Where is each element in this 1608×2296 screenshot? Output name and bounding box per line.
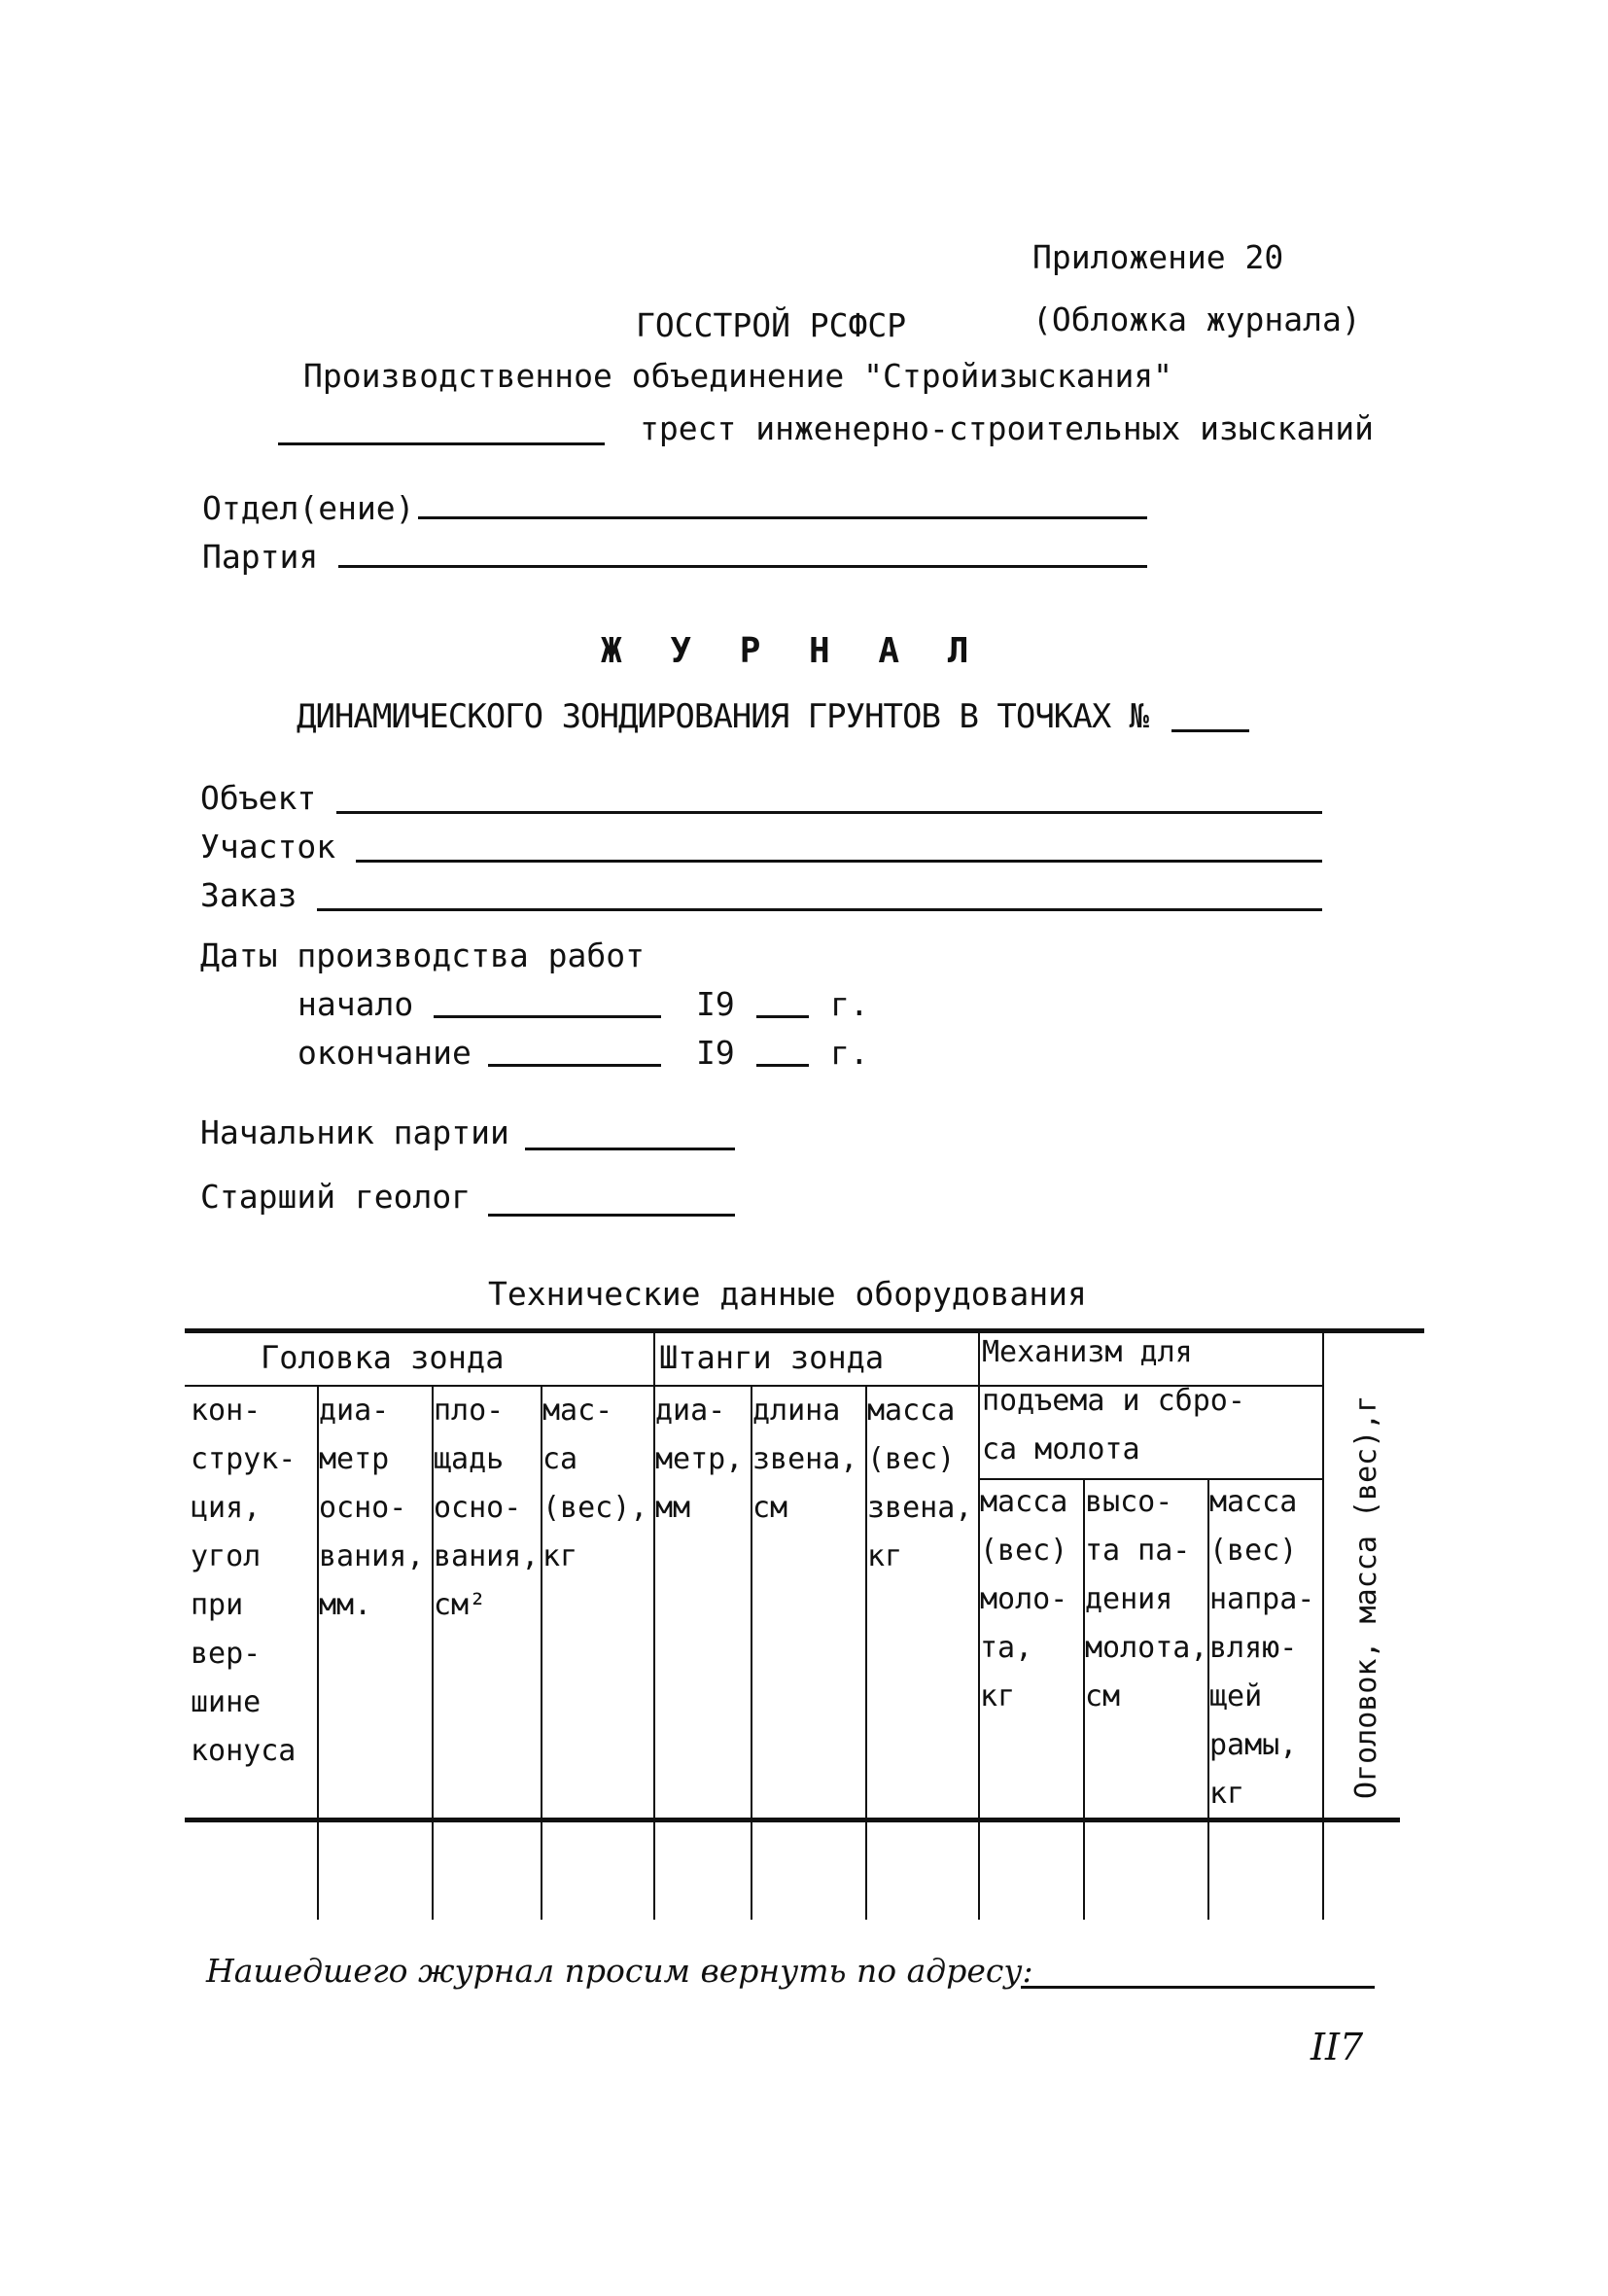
section-label: Участок [200,828,336,865]
col-base-area: пло- щадь осно- вания, см² [434,1394,540,1622]
journal-subtitle: ДИНАМИЧЕСКОГО ЗОНДИРОВАНИЯ ГРУНТОВ В ТОЧКАХ № [297,697,1149,736]
order-line[interactable] [317,908,1322,911]
points-number-line[interactable] [1171,729,1249,732]
col-rod-diameter: диа- метр, мм [655,1394,744,1525]
page-number: II7 [1311,2026,1364,2068]
end-label: окончание [297,1034,472,1072]
cover-note: (Обложка журнала) [1032,300,1361,338]
return-address-line[interactable] [1021,1986,1375,1989]
end-year-line[interactable] [756,1064,809,1067]
party-line[interactable] [338,565,1147,568]
order-label: Заказ [200,876,297,914]
appendix-label: Приложение 20 [1032,238,1284,276]
group-headpiece: Оголовок, масса (вес),г [1349,1395,1383,1799]
col-hammer-mass: масса (вес) моло- та, кг [980,1485,1068,1713]
group-probe-head: Головка зонда [261,1339,505,1376]
table-caption: Технические данные оборудования [488,1275,1087,1313]
group-probe-rods: Штанги зонда [659,1339,885,1376]
end-year-prefix: I9 [696,1034,735,1072]
object-line[interactable] [336,811,1322,814]
gosstroy-label: ГОССТРОЙ РСФСР [636,306,907,344]
start-year-line[interactable] [756,1015,809,1018]
department-line[interactable] [418,516,1147,519]
col-construction: кон- струк- ция, угол при вер- шине конуса [191,1394,297,1768]
col-link-length: длина звена, см [752,1394,858,1525]
journal-title: Ж У Р Н А Л [601,631,983,671]
end-date-line[interactable] [488,1064,661,1067]
trust-blank-line [278,442,605,445]
start-year-suffix: г. [830,985,869,1023]
senior-geologist-label: Старший геолог [200,1178,472,1216]
col-link-mass: масса (вес) звена, кг [867,1394,973,1573]
object-label: Объект [200,779,317,817]
col-divider [1322,1330,1324,1920]
dates-label: Даты производства работ [200,936,645,974]
party-chief-label: Начальник партии [200,1113,509,1151]
col-guide-mass: масса (вес) напра- вляю- щей рамы, кг [1209,1485,1315,1811]
association-name: Производственное объединение "Стройизыскания" [303,357,1173,395]
group-mechanism: Механизм для подъема и сбро- са молота [982,1335,1245,1466]
start-label: начало [297,985,414,1023]
senior-geologist-line[interactable] [488,1214,735,1217]
department-label: Отдел(ение) [202,489,415,527]
end-year-suffix: г. [830,1034,869,1072]
start-year-prefix: I9 [696,985,735,1023]
party-label: Партия [202,538,319,576]
section-line[interactable] [356,860,1322,863]
party-chief-line[interactable] [525,1148,735,1150]
col-base-diameter: диа- метр осно- вания, мм. [319,1394,425,1622]
trust-name: трест инженерно-строительных изысканий [640,409,1374,447]
return-note: Нашедшего журнал просим вернуть по адресу: [206,1952,1033,1990]
start-date-line[interactable] [434,1015,661,1018]
col-drop-height: высо- та па- дения молота, см [1085,1485,1208,1713]
col-head-mass: мас- са (вес), кг [542,1394,648,1573]
